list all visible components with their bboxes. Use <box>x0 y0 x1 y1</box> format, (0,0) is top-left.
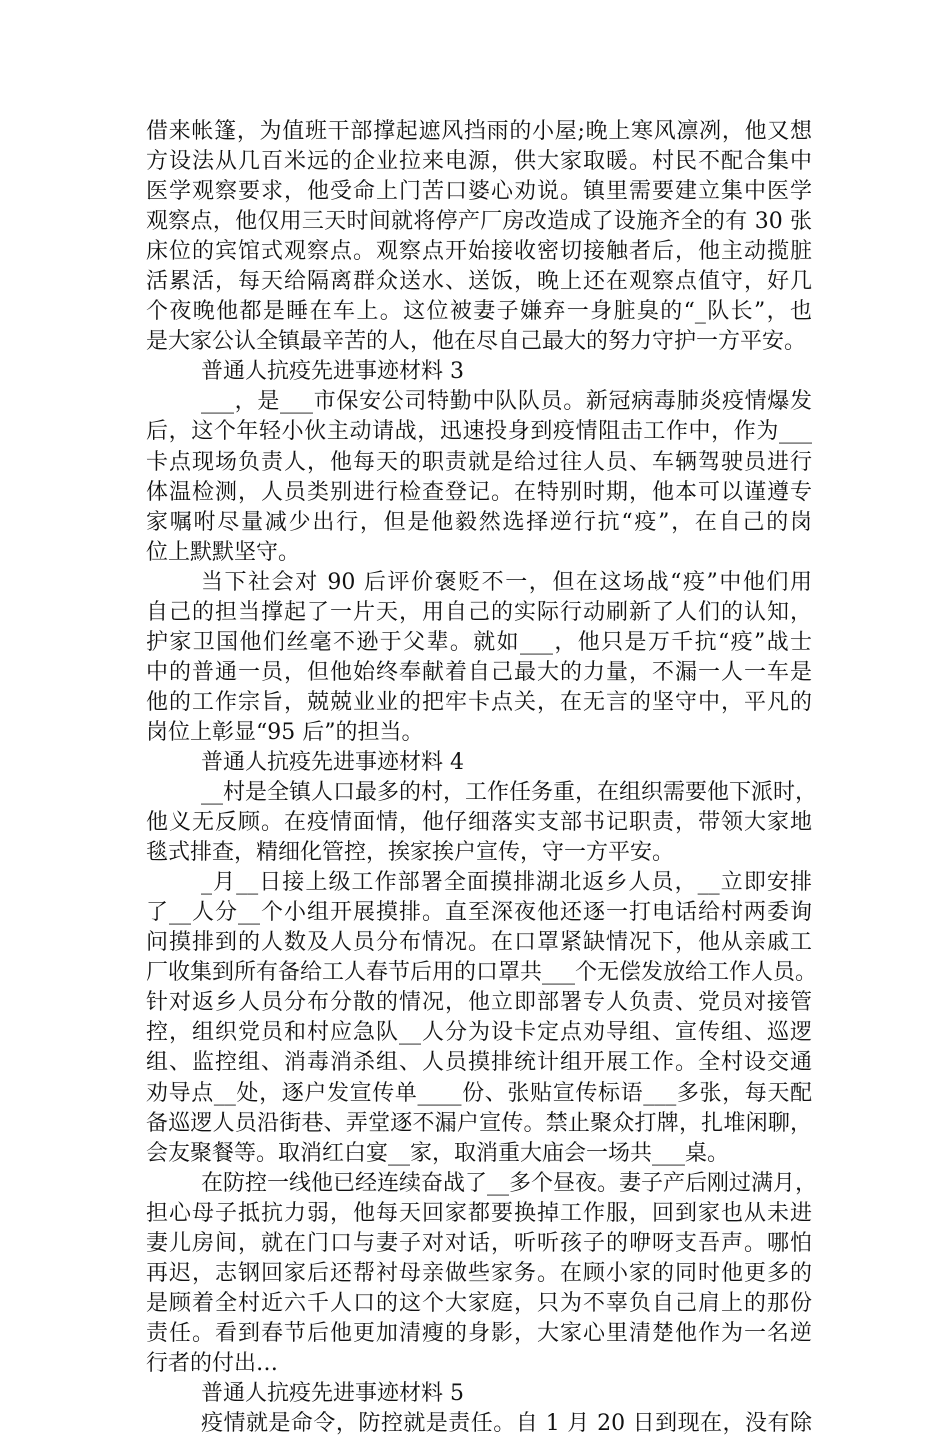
paragraph-line: 个夜晚他都是睡在车上。这位被妻子嫌弃一身脏臭的“_队长”，也 <box>146 299 812 325</box>
paragraph-line: 控，组织党员和村应急队__人分为设卡定点劝导组、宣传组、巡逻 <box>146 1020 812 1046</box>
paragraph-line: 再迟，志钢回家后还帮衬母亲做些家务。在顾小家的同时他更多的 <box>146 1260 812 1286</box>
section-heading-3: 普通人抗疫先进事迹材料 3 <box>201 359 464 385</box>
paragraph-line: 疫情就是命令，防控就是责任。自 1 月 20 日到现在，没有除 <box>201 1411 812 1437</box>
paragraph-line: 责任。看到春节后他更加清瘦的身影，大家心里清楚他作为一名逆 <box>146 1320 812 1346</box>
paragraph-line: 活累活，每天给隔离群众送水、送饭，晚上还在观察点值守，好几 <box>146 269 812 295</box>
paragraph-line: 针对返乡人员分布分散的情况，他立即部署专人负责、党员对接管 <box>146 990 812 1016</box>
paragraph-line: 中的普通一员，但他始终奉献着自己最大的力量，不漏一人一车是 <box>146 659 812 685</box>
paragraph-line: 是顾着全村近六千人口的这个大家庭，只为不辜负自己肩上的那份 <box>146 1290 812 1316</box>
paragraph-line: 组、监控组、消毒消杀组、人员摸排统计组开展工作。全村设交通 <box>146 1050 812 1076</box>
paragraph-line: 方设法从几百米远的企业拉来电源，供大家取暖。村民不配合集中 <box>146 149 812 175</box>
paragraph-line: 问摸排到的人数及人员分布情况。在口罩紧缺情况下，他从亲戚工 <box>146 930 812 956</box>
section-heading-4: 普通人抗疫先进事迹材料 4 <box>201 749 464 775</box>
paragraph-line: 借来帐篷，为值班干部撑起遮风挡雨的小屋;晚上寒风凛冽，他又想 <box>146 119 812 144</box>
paragraph-line: 自己的担当撑起了一片天，用自己的实际行动刷新了人们的认知， <box>146 599 812 625</box>
paragraph-line: 床位的宾馆式观察点。观察点开始接收密切接触者后，他主动揽脏 <box>146 239 812 265</box>
paragraph-line: 后，这个年轻小伙主动请战，迅速投身到疫情阻击工作中，作为___ <box>146 419 812 445</box>
paragraph-line: 他义无反顾。在疫情面情，他仔细落实支部书记职责，带领大家地 <box>146 810 812 836</box>
paragraph-line: 卡点现场负责人，他每天的职责就是给过往人员、车辆驾驶员进行 <box>146 449 812 475</box>
paragraph-line: 妻儿房间，就在门口与妻子对对话，听听孩子的咿呀支吾声。哪怕 <box>146 1230 812 1256</box>
paragraph-line: 在防控一线他已经连续奋战了__多个昼夜。妻子产后刚过满月， <box>201 1170 818 1196</box>
paragraph-line: __村是全镇人口最多的村，工作任务重，在组织需要他下派时， <box>201 780 818 806</box>
paragraph-line: 了__人分__个小组开展摸排。直至深夜他还逐一打电话给村两委询 <box>146 900 812 926</box>
paragraph-line: 是大家公认全镇最辛苦的人，他在尽自己最大的努力守护一方平安。 <box>146 329 807 355</box>
paragraph-line: 护家卫国他们丝毫不逊于父辈。就如___，他只是万千抗“疫”战士 <box>146 629 812 655</box>
paragraph-line: 岗位上彰显“95 后”的担当。 <box>146 719 424 745</box>
paragraph-line: ___，是___市保安公司特勤中队队员。新冠病毒肺炎疫情爆发 <box>201 389 812 415</box>
paragraph-line: 当下社会对 90 后评价褒贬不一，但在这场战“疫”中他们用 <box>201 569 812 595</box>
paragraph-line: 位上默默坚守。 <box>146 539 301 565</box>
section-heading-5: 普通人抗疫先进事迹材料 5 <box>201 1380 464 1406</box>
paragraph-line: 劝导点__处，逐户发宣传单____份、张贴宣传标语___多张，每天配 <box>146 1080 812 1106</box>
paragraph-line: 观察点，他仅用三天时间就将停产厂房改造成了设施齐全的有 30 张 <box>146 209 812 235</box>
paragraph-line: 医学观察要求，他受命上门苦口婆心劝说。镇里需要建立集中医学 <box>146 179 812 205</box>
document-page <box>146 117 818 1439</box>
paragraph-line: 体温检测，人员类别进行检查登记。在特别时期，他本可以谨遵专 <box>146 479 812 505</box>
paragraph-line: 毯式排查，精细化管控，挨家挨户宣传，守一方平安。 <box>146 840 675 866</box>
paragraph-line: 担心母子抵抗力弱，他每天回家都要换掉工作服，回到家也从未进 <box>146 1200 812 1226</box>
paragraph-line: 家嘱咐尽量减少出行，但是他毅然选择逆行抗“疫”，在自己的岗 <box>146 509 812 535</box>
paragraph-line: 他的工作宗旨，兢兢业业的把牢卡点关，在无言的坚守中，平凡的 <box>146 689 812 715</box>
paragraph-line: 行者的付出… <box>146 1350 279 1376</box>
paragraph-line: 厂收集到所有备给工人春节后用的口罩共___个无偿发放给工作人员。 <box>146 960 818 986</box>
paragraph-line: 会友聚餐等。取消红白宴__家，取消重大庙会一场共___桌。 <box>146 1140 730 1166</box>
paragraph-line: 备巡逻人员沿街巷、弄堂逐不漏户宣传。禁止聚众打牌，扎堆闲聊， <box>146 1110 812 1136</box>
paragraph-line: _月__日接上级工作部署全面摸排湖北返乡人员，__立即安排 <box>201 870 812 896</box>
